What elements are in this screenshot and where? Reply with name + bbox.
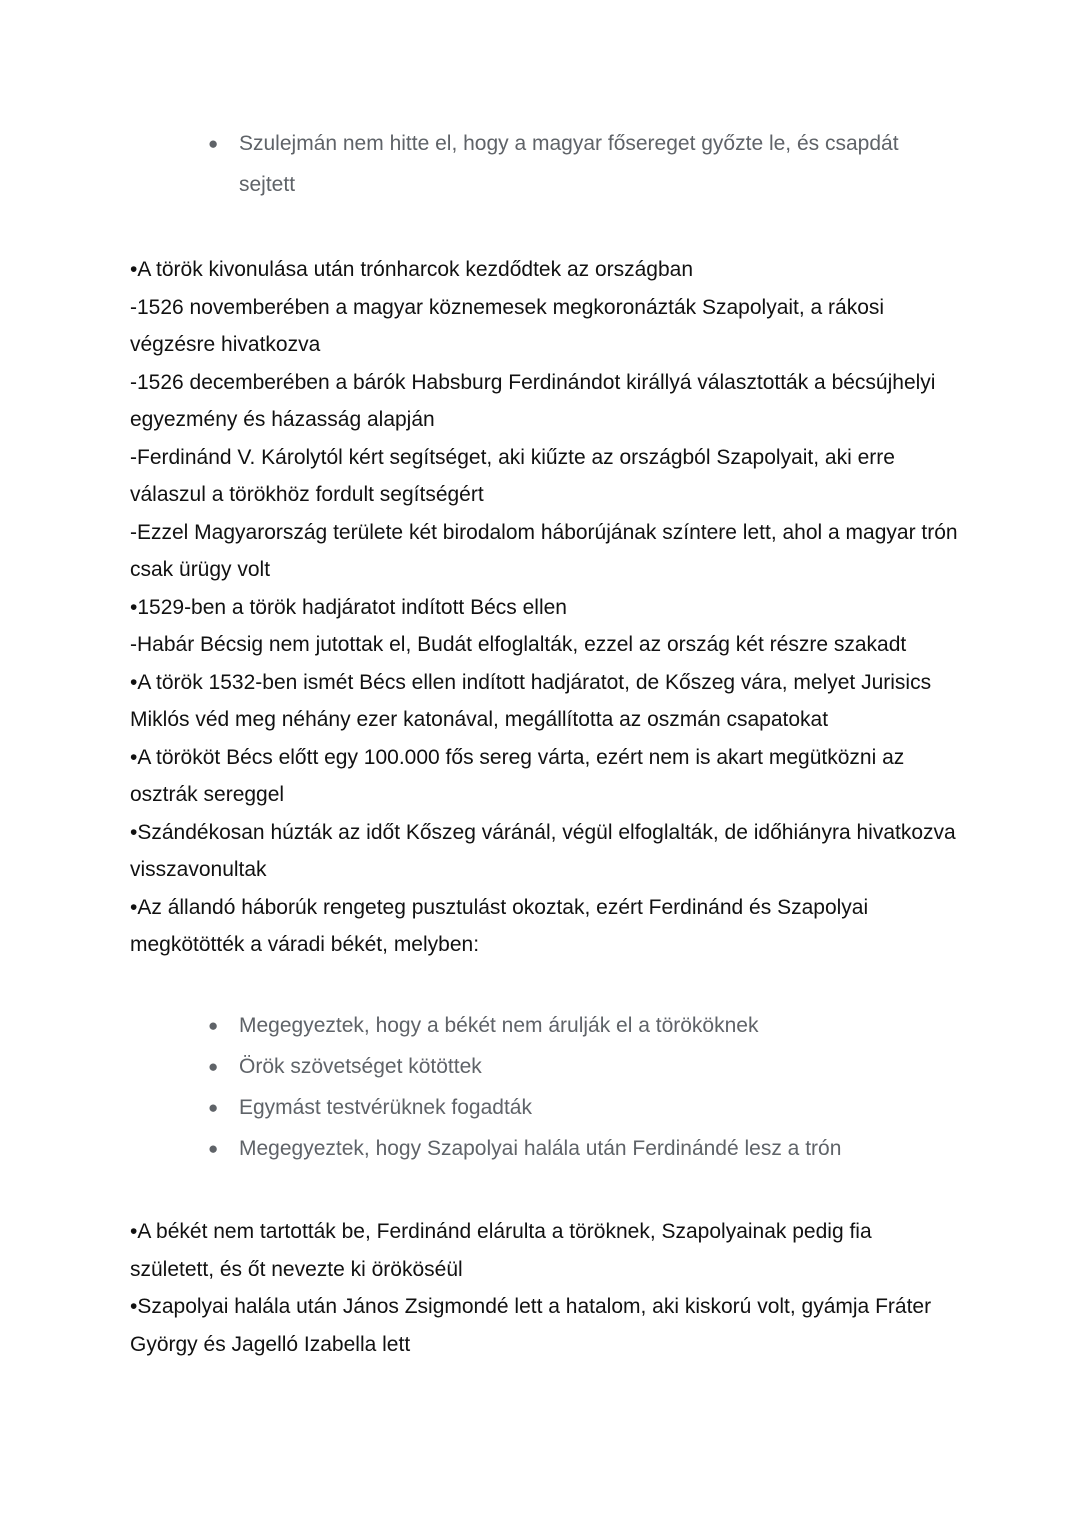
list-item-text: Megegyeztek, hogy a békét nem árulják el a törököknek	[239, 1014, 759, 1037]
paragraph: -1526 decemberében a bárók Habsburg Ferdinándot királlyá választották a bécsújhelyi egyezmény és házasság alapján	[130, 370, 936, 431]
list-item	[205, 1046, 965, 1087]
paragraph: •Szapolyai halála után János Zsigmondé lett a hatalom, aki kiskorú volt, gyámja Fráter György és Jagelló Izabella lett	[130, 1295, 932, 1356]
paragraph: •A török kivonulása után trónharcok kezdődtek az országban	[130, 258, 694, 281]
paragraph: -Ferdinánd V. Károlytól kért segítséget, aki kiűzte az országból Szapolyait, aki erre válaszul a törökhöz fordult segítségért	[130, 445, 895, 506]
list-item	[205, 1087, 965, 1128]
paragraph: •A békét nem tartották be, Ferdinánd elárulta a töröknek, Szapolyainak pedig fia született, és őt nevezte ki örököséül	[130, 1220, 872, 1281]
main-text-block	[130, 251, 960, 964]
paragraph: •A törököt Bécs előtt egy 100.000 fős sereg várta, ezért nem is akart megütközni az osztrák sereggel	[130, 745, 905, 806]
bullet-dot-icon: ●	[208, 134, 219, 153]
end-text-block	[130, 1213, 960, 1363]
bullet-dot-icon: ●	[208, 1057, 219, 1076]
paragraph: -1526 novemberében a magyar köznemesek megkoronázták Szapolyait, a rákosi végzésre hivatkozva	[130, 295, 885, 356]
bullet-dot-icon: ●	[208, 1098, 219, 1117]
bullet-dot-icon: ●	[208, 1139, 219, 1158]
list-item	[205, 1128, 965, 1169]
paragraph: •A török 1532-ben ismét Bécs ellen indított hadjáratot, de Kőszeg vára, melyet Jurisics Miklós véd meg néhány ezer katonával, megállította az oszmán csapatokat	[130, 670, 932, 731]
list-item-text: Megegyeztek, hogy Szapolyai halála után Ferdinándé lesz a trón	[239, 1137, 842, 1160]
paragraph: •1529-ben a török hadjáratot indított Bécs ellen	[130, 595, 567, 619]
bullet-list-peace-terms	[205, 1005, 965, 1169]
bullet-list-top	[205, 123, 965, 205]
paragraph: •Szándékosan húzták az időt Kőszeg váránál, végül elfoglalták, de időhiányra hivatkozva visszavonultak	[130, 820, 956, 881]
paragraph: -Ezzel Magyarország területe két birodalom háborújának színtere lett, ahol a magyar trón csak ürügy volt	[130, 520, 958, 581]
list-item	[205, 1005, 965, 1046]
paragraph: •Az állandó háborúk rengeteg pusztulást okoztak, ezért Ferdinánd és Szapolyai megkötötték a váradi békét, melyben:	[130, 895, 869, 956]
paragraph: -Habár Bécsig nem jutottak el, Budát elfoglalták, ezzel az ország két részre szakadt	[130, 633, 907, 656]
list-item	[205, 123, 939, 205]
list-item-text: Örök szövetséget kötöttek	[239, 1055, 482, 1078]
list-item-text: Szulejmán nem hitte el, hogy a magyar fősereget győzte le, és csapdát sejtett	[239, 132, 899, 196]
bullet-dot-icon: ●	[208, 1016, 219, 1035]
list-item-text: Egymást testvérüknek fogadták	[239, 1096, 532, 1119]
